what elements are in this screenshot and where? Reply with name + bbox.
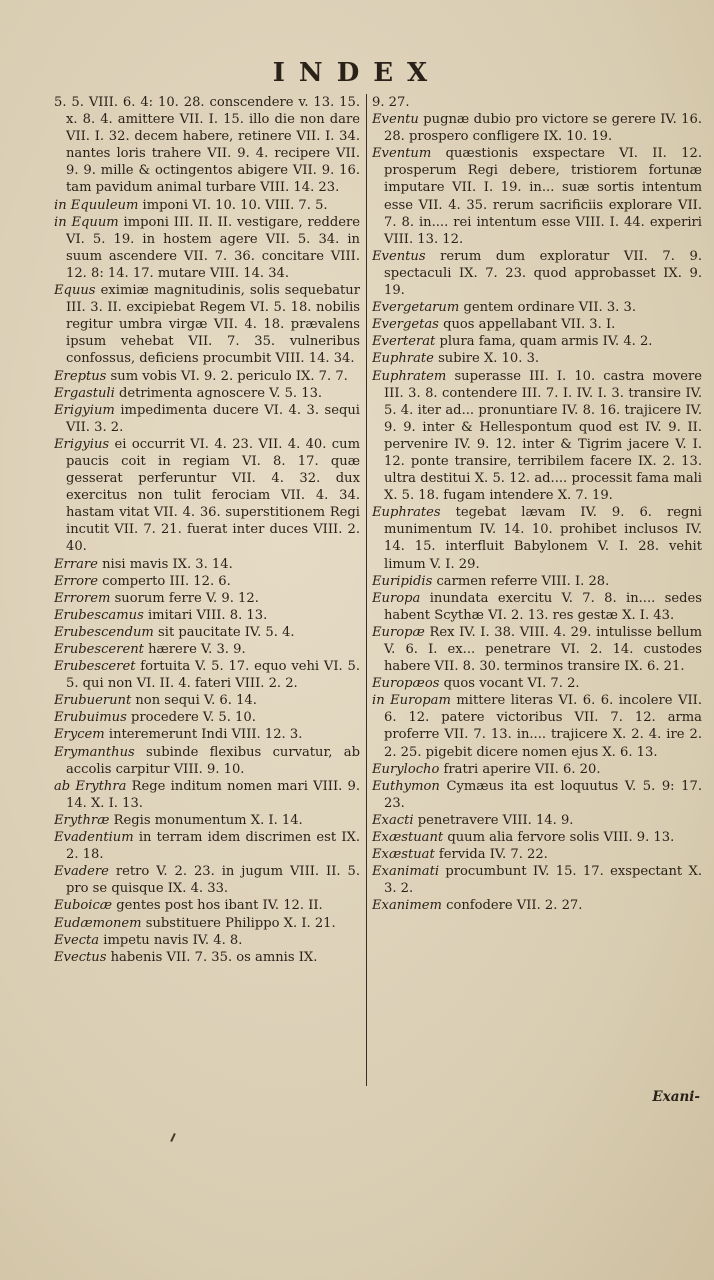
index-entry <box>54 863 360 897</box>
entry-text: 9. 27. <box>372 95 410 110</box>
entry-text: imitari VIII. 8. 13. <box>147 607 268 623</box>
entry-text: fratri aperire VII. 6. 20. <box>443 761 601 777</box>
entry-text: superasse III. I. 10. castra movere III. 3. 8. contendere III. 7. I. IV. I. 3. transire IV. 5. 4. iter ad... pronuntiare IV. 8. 16. trajicere IV. 9. 9. inter & Hellespontum quod est IV. 9. II. pervenire IV. 9. 12. inter & Tigrim jacere V. I. 12. ponte transire, terribilem facere IX. 2. 13. ultra destitui X. 5. 12. ad.... processit fama mali X. 5. 18. fugam intendere X. 7. 19. <box>384 368 702 504</box>
entry-lemma: Equus <box>54 283 96 299</box>
entry-text: impedimenta ducere VI. 4. 3. sequi VII. 3. 2. <box>66 402 360 435</box>
entry-lemma: in Europam <box>372 693 451 709</box>
entry-text: substituere Philippo X. I. 21. <box>145 915 336 931</box>
entry-lemma: Exæstuant <box>372 830 444 846</box>
entry-text: procedere V. 5. 10. <box>131 710 256 726</box>
entry-lemma: Evecta <box>54 932 100 948</box>
index-entry <box>54 915 360 932</box>
index-entry <box>54 590 360 607</box>
entry-text: plura fama, quam armis IV. 4. 2. <box>439 334 653 350</box>
index-entry <box>372 590 702 624</box>
index-entry <box>372 829 702 846</box>
index-entry <box>372 145 702 248</box>
entry-text: comperto III. 12. 6. <box>102 573 231 589</box>
page-header: INDEX <box>272 58 442 88</box>
entry-text: pugnæ dubio pro victore se gerere IV. 16. 28. prospero confligere IX. 10. 19. <box>384 112 702 145</box>
entry-text: subinde flexibus curvatur, ab accolis carpitur VIII. 9. 10. <box>66 744 360 777</box>
entry-lemma: Erubescendum <box>54 624 154 640</box>
entry-lemma: Errore <box>54 573 98 589</box>
index-entry <box>372 94 702 111</box>
entry-lemma: Exanimati <box>372 864 440 880</box>
index-entry <box>54 368 360 385</box>
entry-text: mittere literas VI. 6. 6. incolere VII. 6. 12. patere victoribus VII. 7. 12. arma proferre VII. 7. 13. in.... trajicere X. 2. 4. ire 2. 2. 25. pigebit dicere nomen ejus X. 6. 13. <box>384 693 702 760</box>
entry-text: fervida IV. 7. 22. <box>438 847 548 863</box>
entry-text: gentes post hos ibant IV. 12. II. <box>116 898 323 914</box>
index-entry <box>54 94 360 197</box>
entry-lemma: Euripidis <box>372 573 433 589</box>
entry-lemma: Erythræ <box>54 812 110 828</box>
entry-text: retro V. 2. 23. in jugum VIII. II. 5. pro se quisque IX. 4. 33. <box>66 864 360 897</box>
index-entry <box>372 299 702 316</box>
entry-lemma: Erigyium <box>54 402 115 418</box>
entry-text: carmen referre VIII. I. 28. <box>436 573 610 589</box>
index-entry <box>54 726 360 743</box>
index-entry <box>54 624 360 641</box>
index-entry <box>54 214 360 282</box>
entry-lemma: Evergetas <box>372 317 439 333</box>
entry-lemma: Evectus <box>54 949 107 965</box>
entry-text: quos appellabant VII. 3. I. <box>443 317 616 333</box>
entry-lemma: in Equuleum <box>54 197 139 213</box>
left-column <box>54 94 360 1094</box>
index-entry <box>54 282 360 367</box>
index-entry <box>54 607 360 624</box>
entry-text: fortuita V. 5. 17. equo vehi VI. 5. 5. qui non VI. II. 4. fateri VIII. 2. 2. <box>66 659 360 692</box>
index-entry <box>54 744 360 778</box>
index-entry <box>372 863 702 897</box>
index-entry <box>54 556 360 573</box>
entry-lemma: Erubuimus <box>54 710 127 726</box>
right-column <box>372 94 702 1094</box>
entry-text: detrimenta agnoscere V. 5. 13. <box>118 385 323 401</box>
entry-text: nisi mavis IX. 3. 14. <box>102 556 233 572</box>
index-entry <box>54 385 360 402</box>
index-entry <box>54 709 360 726</box>
index-entry <box>372 778 702 812</box>
entry-lemma: Errorem <box>54 590 111 606</box>
index-entry <box>54 197 360 214</box>
index-entry <box>372 897 702 914</box>
entry-text: inundata exercitu V. 7. 8. in.... sedes habent Scythæ VI. 2. 13. res gestæ X. I. 43. <box>384 590 702 623</box>
ink-mark <box>170 1133 176 1142</box>
index-entry <box>372 624 702 675</box>
entry-text: 5. 5. VIII. 6. 4: 10. 28. conscendere v. 13. 15. x. 8. 4. amittere VII. I. 15. illo die non dare VII. I. 32. decem habere, retinere VII. I. 34. nantes loris trahere VII. 9. 4. recipere VII. 9. 9. mille & octingentos abigere VII. 9. 16. tam pavidum animal turbare VIII. 14. 23. <box>54 95 360 196</box>
entry-text: gentem ordinare VII. 3. 3. <box>463 300 636 316</box>
entry-lemma: Eventum <box>372 146 432 162</box>
index-entry <box>54 932 360 949</box>
entry-lemma: Exacti <box>372 812 414 828</box>
index-entry <box>372 692 702 760</box>
index-entry <box>372 504 702 572</box>
entry-lemma: Eudæmonem <box>54 915 142 931</box>
entry-lemma: Euphrates <box>372 505 441 521</box>
index-entry <box>372 111 702 145</box>
entry-lemma: Europæ <box>372 624 425 640</box>
index-entry <box>54 658 360 692</box>
entry-text: Rex IV. I. 38. VIII. 4. 29. intulisse bellum V. 6. I. ex... penetrare VI. 2. 14. custodes habere VII. 8. 30. terminos transire IX. 6. 21. <box>384 624 702 675</box>
entry-text: Regis monumentum X. I. 14. <box>113 812 303 828</box>
entry-lemma: Erubuerunt <box>54 693 132 709</box>
entry-lemma: Europa <box>372 590 421 606</box>
entry-text: confodere VII. 2. 27. <box>446 898 583 914</box>
index-entry <box>54 778 360 812</box>
entry-lemma: Errare <box>54 556 98 572</box>
entry-lemma: Eventus <box>372 248 426 264</box>
entry-lemma: ab Erythra <box>54 778 127 794</box>
entry-lemma: Evadere <box>54 864 109 880</box>
index-entry <box>54 829 360 863</box>
entry-text: procumbunt IV. 15. 17. exspectant X. 3. 2. <box>384 864 702 897</box>
index-entry <box>372 812 702 829</box>
index-entry <box>372 350 702 367</box>
index-entry <box>372 368 702 505</box>
index-entry <box>54 402 360 436</box>
index-entry <box>54 812 360 829</box>
entry-lemma: Euphratem <box>372 368 447 384</box>
index-entry <box>54 897 360 914</box>
entry-lemma: Erubescamus <box>54 607 144 623</box>
entry-lemma: Erubescerent <box>54 642 144 657</box>
entry-text: imponi VI. 10. 10. VIII. 7. 5. <box>142 197 328 213</box>
entry-text: non sequi V. 6. 14. <box>135 693 257 709</box>
catchword: Exani- <box>652 1089 700 1105</box>
entry-text: habenis VII. 7. 35. os amnis IX. <box>110 949 318 965</box>
entry-text: tegebat lævam IV. 9. 6. regni munimentum IV. 14. 10. prohibet inclusos IV. 14. 15. interfluit Babylonem V. I. 28. vehit limum V. I. 29. <box>384 505 702 572</box>
entry-lemma: Ereptus <box>54 368 107 384</box>
entry-lemma: Europæos <box>372 676 440 692</box>
entry-text: rerum dum exploratur VII. 7. 9. spectaculi IX. 7. 23. quod approbasset IX. 9. 19. <box>384 248 702 299</box>
entry-lemma: in Equum <box>54 214 119 230</box>
entry-text: suorum ferre V. 9. 12. <box>114 590 259 606</box>
entry-lemma: Evadentium <box>54 830 134 846</box>
entry-text: ei occurrit VI. 4. 23. VII. 4. 40. cum paucis coit in regiam VI. 8. 17. quæ gesserat perferuntur VII. 4. 32. dux exercitus non tulit ferociam VII. 4. 34. hastam vitat VII. 4. 36. superstitionem Regi incutit VII. 7. 21. fuerat inter duces VIII. 2. 40. <box>66 436 360 555</box>
index-entry <box>54 573 360 590</box>
entry-text: impetu navis IV. 4. 8. <box>103 932 243 948</box>
entry-lemma: Erycem <box>54 727 105 743</box>
entry-text: hærere V. 3. 9. <box>148 642 246 657</box>
entry-text: quæstionis exspectare VI. II. 12. prosperum Regi debere, tristiorem fortunæ imputare VII. I. 19. in... suæ sortis intentum esse VII. 4. 35. rerum sacrificiis explorare VII. 7. 8. in.... rei intentum esse VIII. I. 44. experiri VIII. 13. 12. <box>384 146 702 247</box>
entry-lemma: Ergastuli <box>54 385 115 401</box>
index-entry <box>54 692 360 709</box>
entry-lemma: Eventu <box>372 112 419 128</box>
entry-lemma: Euthymon <box>372 778 440 794</box>
entry-lemma: Erigyius <box>54 436 110 452</box>
column-divider <box>366 94 367 1086</box>
index-entry <box>54 436 360 556</box>
index-entry <box>372 333 702 350</box>
index-entry <box>372 761 702 778</box>
index-entry <box>372 316 702 333</box>
index-entry <box>372 573 702 590</box>
entry-text: sit paucitate IV. 5. 4. <box>158 624 295 640</box>
entry-text: quos vocant VI. 7. 2. <box>443 676 580 692</box>
entry-lemma: Everterat <box>372 334 436 350</box>
index-entry <box>54 949 360 966</box>
entry-text: in terram idem discrimen est IX. 2. 18. <box>66 830 360 863</box>
entry-lemma: Exæstuat <box>372 847 435 863</box>
entry-text: subire X. 10. 3. <box>438 351 540 367</box>
entry-lemma: Evergetarum <box>372 300 460 316</box>
index-entry <box>54 641 360 658</box>
entry-text: eximiæ magnitudinis, solis sequebatur III. 3. II. excipiebat Regem VI. 5. 18. nobilis regitur umbra virgæ VII. 4. 18. prævalens ipsum vehebat VII. 7. 35. vulneribus confossus, deficiens procumbit VIII. 14. 34. <box>66 283 360 367</box>
entry-lemma: Erubesceret <box>54 659 136 675</box>
index-entry <box>372 675 702 692</box>
entry-text: sum vobis VI. 9. 2. periculo IX. 7. 7. <box>110 368 348 384</box>
index-entry <box>372 846 702 863</box>
entry-text: Cymæus ita est loquutus V. 5. 9: 17. 23. <box>384 778 702 811</box>
entry-text: penetravere VIII. 14. 9. <box>417 812 574 828</box>
entry-lemma: Eurylocho <box>372 761 440 777</box>
entry-text: quum alia fervore solis VIII. 9. 13. <box>447 830 675 846</box>
entry-lemma: Euphrate <box>372 351 434 367</box>
index-entry <box>372 248 702 299</box>
entry-text: Rege inditum nomen mari VIII. 9. 14. X. I. 13. <box>66 778 360 811</box>
entry-lemma: Erymanthus <box>54 744 135 760</box>
entry-text: interemerunt Indi VIII. 12. 3. <box>108 727 303 743</box>
entry-text: imponi III. II. II. vestigare, reddere VI. 5. 19. in hostem agere VII. 5. 34. in suum ascendere VII. 7. 36. concitare VIII. 12. 8: 14. 17. mutare VIII. 14. 34. <box>66 214 360 281</box>
entry-lemma: Euboicæ <box>54 898 113 914</box>
entry-lemma: Exanimem <box>372 898 442 914</box>
